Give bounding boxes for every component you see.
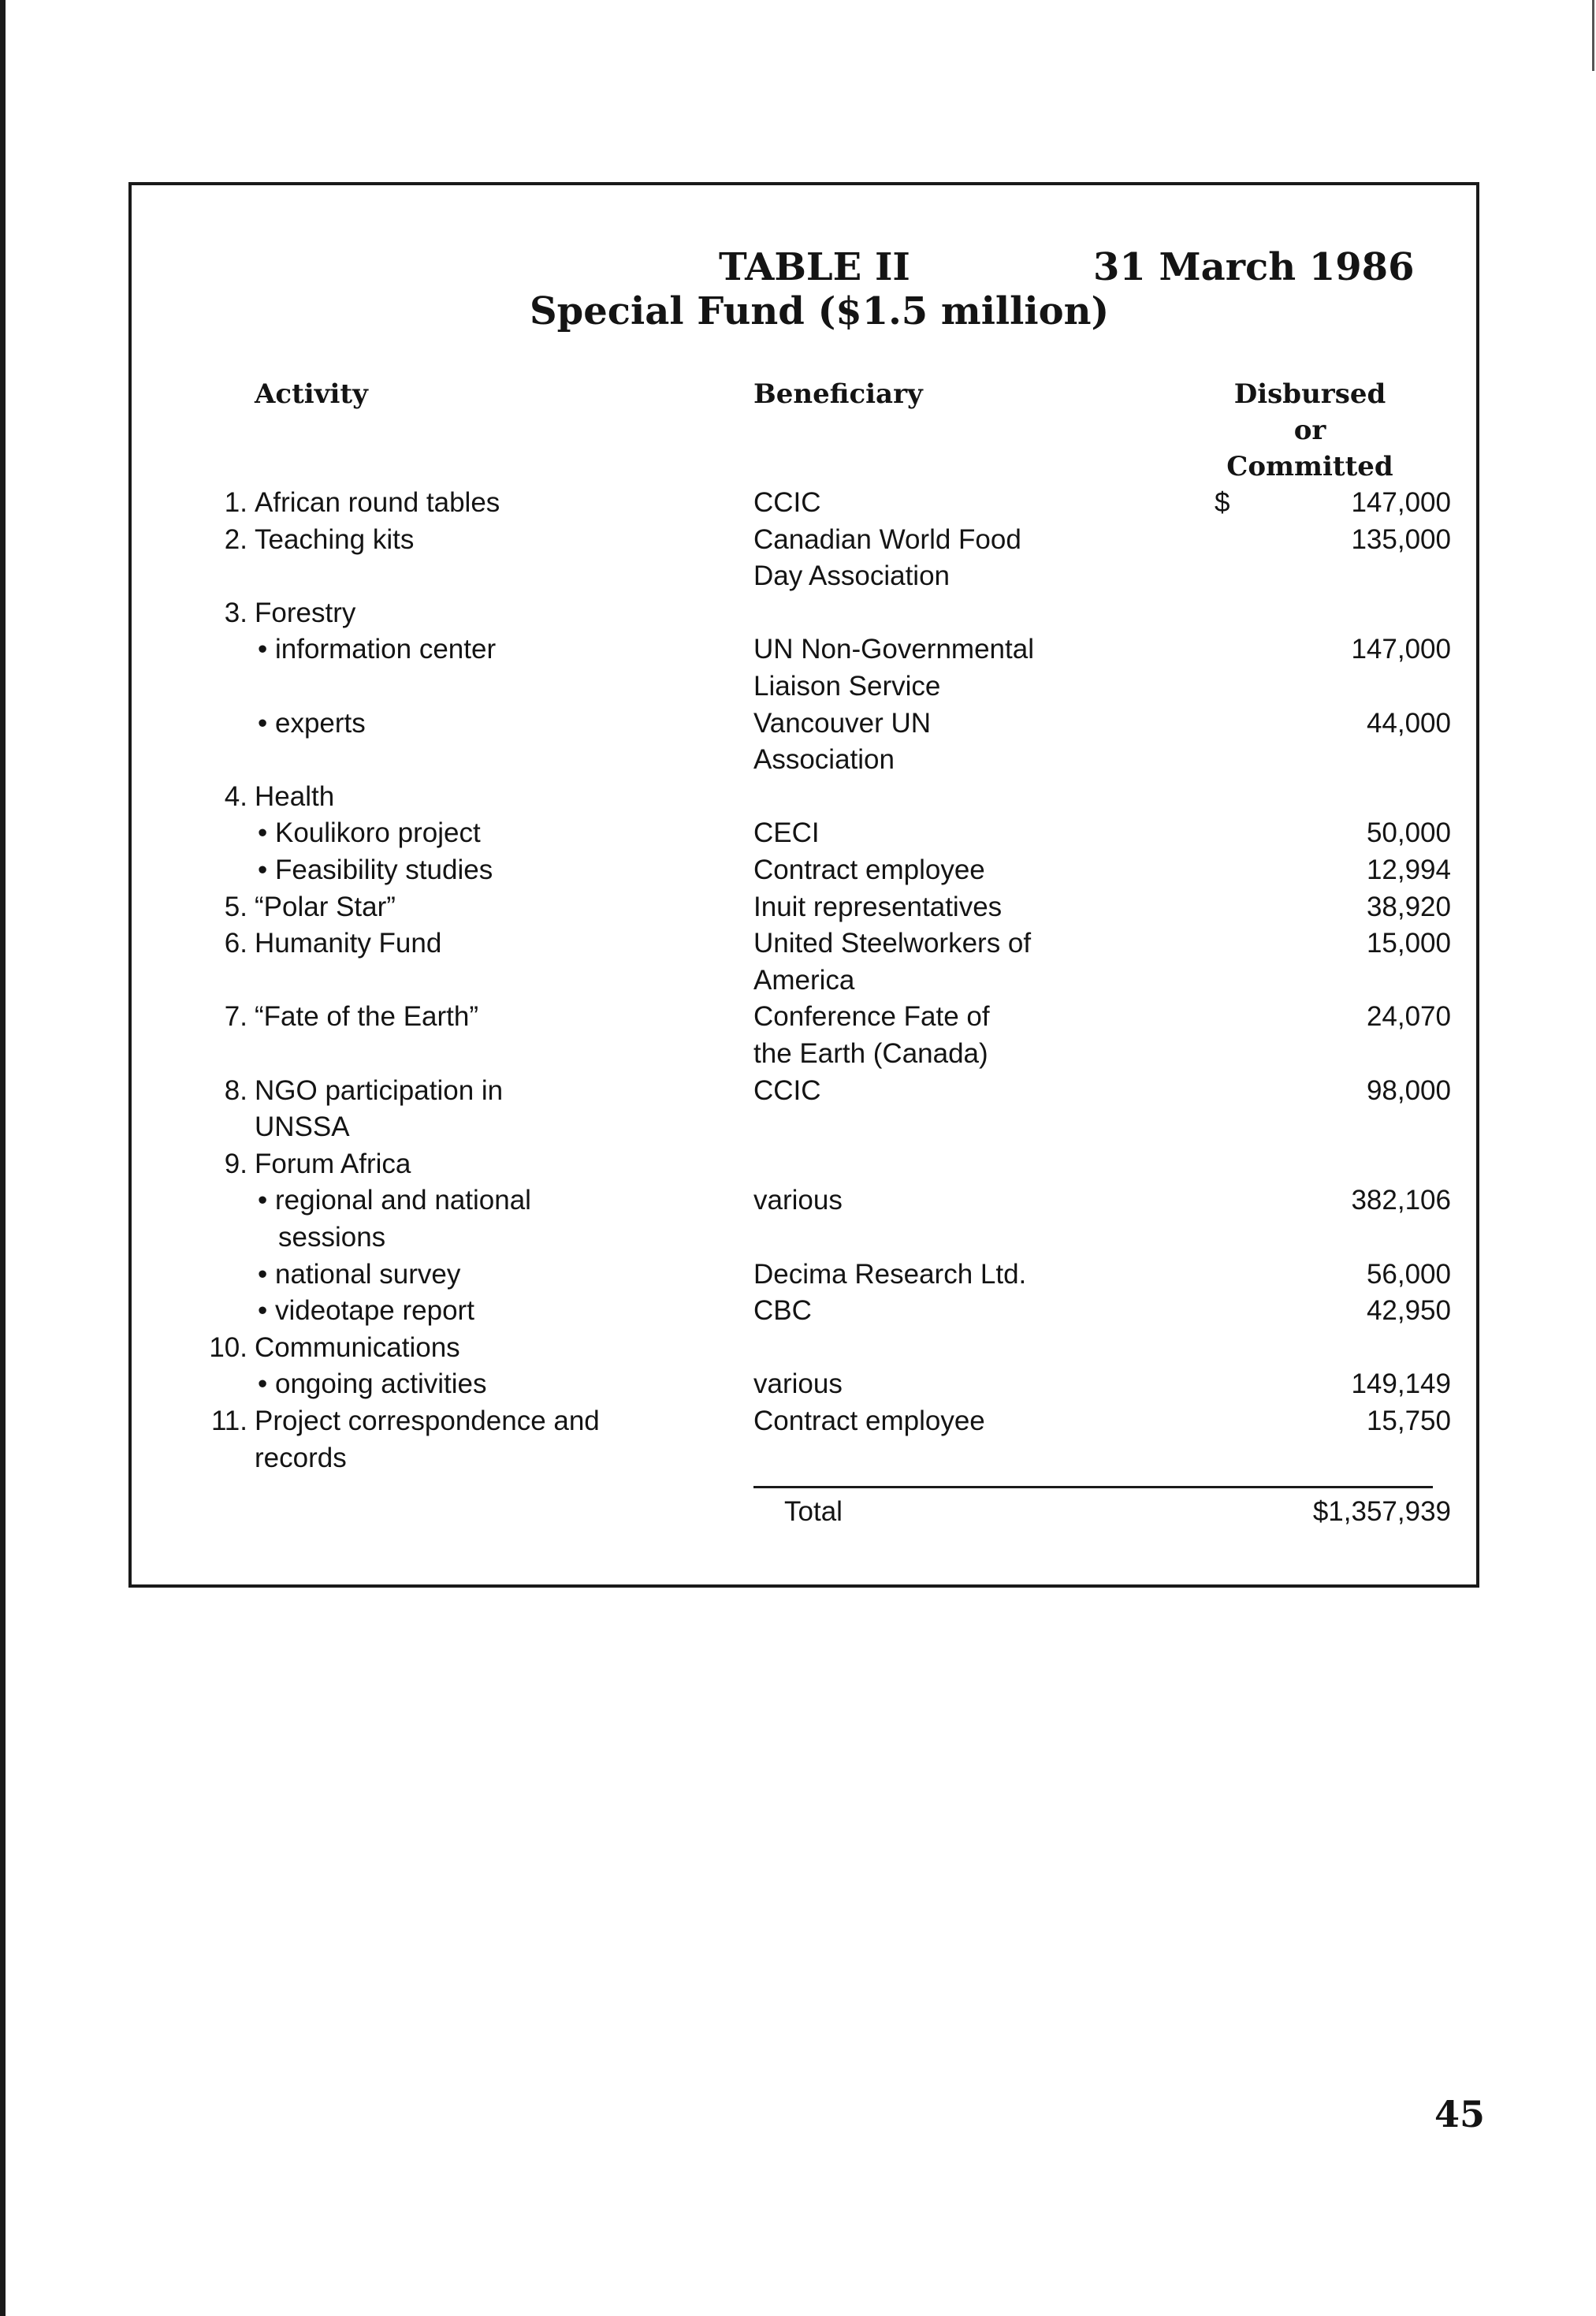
- activity-cell: NGO participation in: [255, 1074, 504, 1106]
- table-label: TABLE II: [719, 245, 910, 289]
- column-header-amount-line1: Disbursed: [1233, 378, 1386, 410]
- beneficiary-cell: Contract employee: [753, 1406, 985, 1436]
- activity-cell: Humanity Fund: [255, 928, 442, 959]
- page-edge-shadow: [0, 0, 6, 2316]
- beneficiary-cell: Decima Research Ltd.: [753, 1258, 1027, 1290]
- activity-subitem: • regional and national: [258, 1185, 531, 1216]
- row-number: 3.: [224, 597, 247, 628]
- row-number: 2.: [224, 523, 247, 555]
- column-header-amount-line2: or: [1293, 415, 1326, 446]
- amount-cell: 382,106: [1351, 1185, 1451, 1216]
- activity-cell: “Polar Star”: [255, 891, 396, 922]
- column-header-amount-line3: Committed: [1226, 451, 1393, 482]
- beneficiary-cell: CECI: [753, 817, 820, 849]
- total-amount: $1,357,939: [1312, 1496, 1451, 1527]
- amount-cell: 24,070: [1366, 1001, 1451, 1033]
- total-label: Total: [784, 1496, 843, 1527]
- row-number: 10.: [209, 1331, 247, 1363]
- beneficiary-cell: Contract employee: [753, 855, 985, 885]
- activity-subitem: • videotape report: [258, 1295, 474, 1327]
- row-number: 9.: [224, 1148, 247, 1179]
- amount-cell: 15,000: [1366, 928, 1451, 959]
- activity-cell: Health: [255, 780, 335, 812]
- table-frame: [128, 182, 1479, 1588]
- total-rule: [753, 1486, 1433, 1488]
- table-subtitle: Special Fund ($1.5 million): [530, 289, 1110, 333]
- activity-cell: Communications: [255, 1331, 460, 1363]
- beneficiary-cell: the Earth (Canada): [753, 1038, 988, 1069]
- activity-subitem: • ongoing activities: [258, 1368, 487, 1400]
- activity-cell: UNSSA: [255, 1111, 350, 1143]
- activity-cell: Project correspondence and: [255, 1406, 600, 1436]
- amount-cell: 15,750: [1366, 1406, 1451, 1436]
- page-edge-mark: [1592, 0, 1594, 71]
- amount-cell: 149,149: [1351, 1368, 1451, 1400]
- activity-cell: Forestry: [255, 597, 356, 628]
- beneficiary-cell: various: [753, 1368, 843, 1400]
- amount-cell: 50,000: [1366, 817, 1451, 849]
- activity-cell: Forum Africa: [255, 1148, 411, 1179]
- row-number: 6.: [224, 928, 247, 959]
- row-number: 11.: [210, 1406, 247, 1436]
- activity-subitem: • national survey: [258, 1258, 461, 1290]
- activity-subitem: • experts: [258, 707, 366, 739]
- amount-cell: 12,994: [1366, 855, 1451, 885]
- row-number: 8.: [224, 1074, 247, 1106]
- activity-cell: Teaching kits: [255, 523, 415, 555]
- activity-subitem: • information center: [258, 634, 497, 665]
- activity-cell: “Fate of the Earth”: [255, 1001, 479, 1033]
- amount-cell: 42,950: [1366, 1295, 1451, 1327]
- amount-cell: 135,000: [1351, 523, 1451, 555]
- beneficiary-cell: CBC: [753, 1295, 812, 1327]
- activity-cell: African round tables: [255, 487, 500, 518]
- beneficiary-cell: Association: [753, 744, 895, 776]
- beneficiary-cell: CCIC: [753, 487, 821, 518]
- row-number: 7.: [224, 1001, 247, 1033]
- beneficiary-cell: CCIC: [753, 1074, 821, 1106]
- beneficiary-cell: United Steelworkers of: [753, 928, 1032, 959]
- amount-cell: 147,000: [1351, 634, 1451, 665]
- beneficiary-cell: Canadian World Food: [753, 523, 1021, 555]
- beneficiary-cell: Day Association: [753, 560, 951, 592]
- amount-cell: 98,000: [1366, 1074, 1451, 1106]
- beneficiary-cell: UN Non-Governmental: [753, 634, 1034, 665]
- table-date: 31 March 1986: [1093, 245, 1415, 289]
- beneficiary-cell: Conference Fate of: [753, 1001, 990, 1033]
- amount-cell: 44,000: [1366, 707, 1451, 739]
- row-number: 1.: [224, 487, 247, 518]
- beneficiary-cell: Liaison Service: [753, 671, 941, 702]
- beneficiary-cell: various: [753, 1185, 843, 1216]
- column-header-activity: Activity: [255, 378, 368, 410]
- activity-subitem: • Feasibility studies: [258, 855, 493, 885]
- activity-subitem-continued: sessions: [278, 1222, 386, 1253]
- currency-symbol: $: [1215, 487, 1230, 518]
- page-number: 45: [1434, 2093, 1486, 2135]
- activity-cell: records: [255, 1442, 347, 1473]
- amount-cell: 38,920: [1366, 891, 1451, 922]
- amount-cell: 147,000: [1351, 487, 1451, 518]
- beneficiary-cell: Inuit representatives: [753, 891, 1003, 922]
- row-number: 5.: [224, 891, 247, 922]
- amount-cell: 56,000: [1366, 1258, 1451, 1290]
- activity-subitem: • Koulikoro project: [258, 817, 481, 849]
- row-number: 4.: [224, 780, 247, 812]
- beneficiary-cell: Vancouver UN: [753, 707, 932, 739]
- column-header-beneficiary: Beneficiary: [753, 378, 923, 410]
- beneficiary-cell: America: [753, 964, 855, 996]
